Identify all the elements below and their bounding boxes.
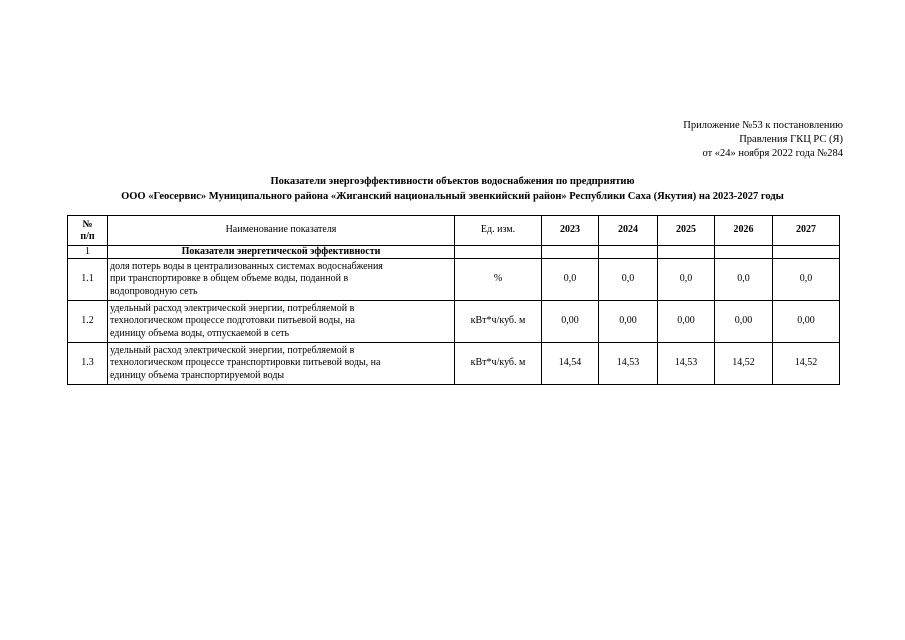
- row-value-2024: 0,0: [599, 259, 658, 301]
- table-row: [68, 301, 840, 343]
- row-indicator-name: [108, 343, 455, 385]
- section-name: Показатели энергетической эффективности: [108, 246, 455, 259]
- table-row: [68, 343, 840, 385]
- row-value-2026: 0,00: [715, 301, 773, 343]
- row-name-line: удельный расход электрической энергии, потребляемой в: [110, 302, 355, 314]
- row-unit: кВт*ч/куб. м: [455, 301, 542, 343]
- row-value-2026: 14,52: [715, 343, 773, 385]
- indicators-table: [67, 215, 840, 385]
- row-value-2023: 0,0: [542, 259, 599, 301]
- title-line-1: Показатели энергоэффективности объектов водоснабжения по предприятию: [270, 176, 635, 187]
- row-value-2025: 0,0: [658, 259, 715, 301]
- title-line-2: ООО «Геосервис» Муниципального района «Жиганский национальный эвенкийский район» Республики Саха (Якутия) на 2023-2027 годы: [121, 191, 784, 202]
- row-unit: кВт*ч/куб. м: [455, 343, 542, 385]
- row-value-2023: 14,54: [542, 343, 599, 385]
- section-row: [68, 246, 840, 259]
- row-unit: %: [455, 259, 542, 301]
- row-name-line: удельный расход электрической энергии, потребляемой в: [110, 344, 355, 356]
- table-row: [68, 259, 840, 301]
- row-indicator-name: [108, 301, 455, 343]
- header-year-2026: 2026: [715, 216, 773, 246]
- header-year-2027: 2027: [773, 216, 840, 246]
- section-empty-cell: [599, 246, 658, 259]
- section-empty-cell: [542, 246, 599, 259]
- attachment-note: [683, 119, 843, 161]
- row-value-2027: 14,52: [773, 343, 840, 385]
- header-number-line-1: №: [82, 218, 93, 230]
- row-name-line: технологическом процессе подготовки питьевой воды, на: [110, 315, 355, 327]
- row-value-2025: 14,53: [658, 343, 715, 385]
- row-name-line: доля потерь воды в централизованных системах водоснабжения: [110, 260, 383, 272]
- attachment-line-1: Приложение №53 к постановлению: [683, 120, 843, 131]
- attachment-line-2: Правления ГКЦ РС (Я): [739, 134, 843, 145]
- row-number: 1.2: [68, 301, 108, 343]
- row-name-line: при транспортировке в общем объеме воды, поданной в: [110, 273, 349, 285]
- row-name-line: единицу объема воды, отпускаемой в сеть: [110, 327, 290, 339]
- table-header-row: [68, 216, 840, 246]
- row-value-2024: 14,53: [599, 343, 658, 385]
- row-number: 1.1: [68, 259, 108, 301]
- row-indicator-name: [108, 259, 455, 301]
- row-name-line: единицу объема транспортируемой воды: [110, 369, 285, 381]
- document-title: [0, 174, 905, 204]
- header-year-2025: 2025: [658, 216, 715, 246]
- section-empty-cell: [455, 246, 542, 259]
- section-empty-cell: [658, 246, 715, 259]
- header-indicator-name: Наименование показателя: [108, 216, 455, 246]
- row-value-2025: 0,00: [658, 301, 715, 343]
- header-number: [68, 216, 108, 246]
- row-value-2027: 0,0: [773, 259, 840, 301]
- row-value-2027: 0,00: [773, 301, 840, 343]
- section-number: 1: [68, 246, 108, 259]
- row-value-2026: 0,0: [715, 259, 773, 301]
- header-year-2023: 2023: [542, 216, 599, 246]
- header-number-line-2: п/п: [80, 230, 95, 242]
- row-value-2024: 0,00: [599, 301, 658, 343]
- row-name-line: водопроводную сеть: [110, 285, 198, 297]
- attachment-line-3: от «24» ноября 2022 года №284: [702, 148, 843, 159]
- row-value-2023: 0,00: [542, 301, 599, 343]
- header-unit: Ед. изм.: [455, 216, 542, 246]
- section-empty-cell: [773, 246, 840, 259]
- row-name-line: технологическом процессе транспортировки питьевой воды, на: [110, 357, 381, 369]
- section-empty-cell: [715, 246, 773, 259]
- row-number: 1.3: [68, 343, 108, 385]
- header-year-2024: 2024: [599, 216, 658, 246]
